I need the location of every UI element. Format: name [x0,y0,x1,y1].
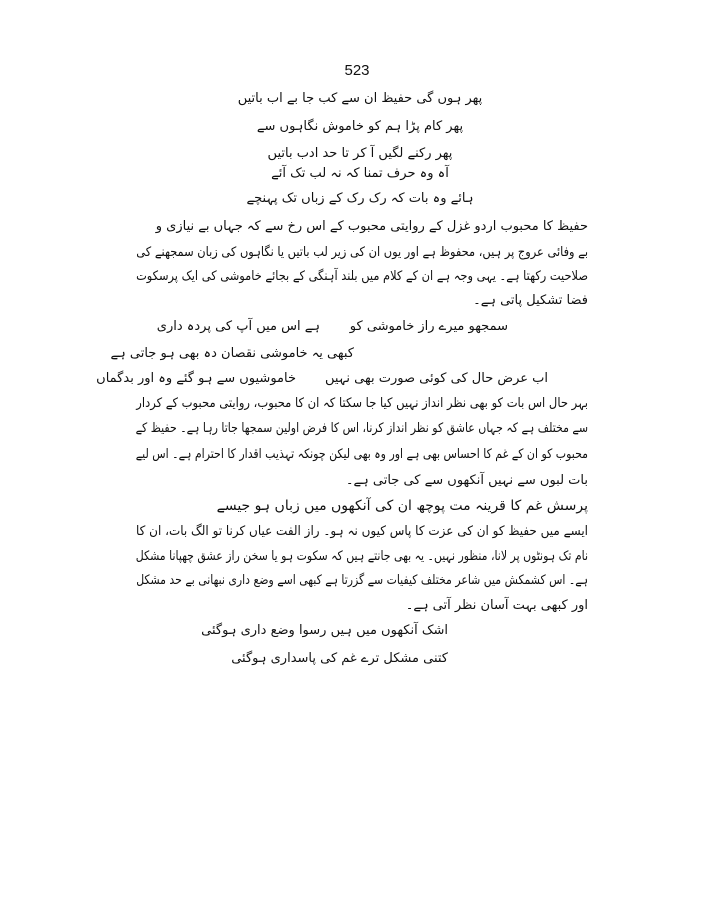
paragraph-2-line-3: محبوب کو ان کے غم کا احساس بھی ہے اور وہ بھی لیکن چونکہ تہذیب اقدار کا احترام ہے۔ اس لیے [135,447,588,462]
couplet-3-right: اب عرض حال کی کوئی صورت بھی نہیں [324,371,548,386]
poem-1-line-1: پھر ہوں گی حفیظ ان سے کب جا بے اب باتیں [237,91,483,106]
couplet-2-line-2: کبھی یہ خاموشی نقصان دہ بھی ہو جاتی ہے [110,346,354,361]
verse-line: پرسش غم کا قرینہ مت پوچھ ان کی آنکھوں میں زباں ہو جیسے [216,498,588,514]
couplet-3-left: خاموشیوں سے ہو گئے وہ اور بدگماں [96,371,296,386]
page-number: 523 [344,62,370,79]
paragraph-3-line-3: ہے۔ اس کشمکش میں شاعر مختلف کیفیات سے گزرتا ہے کبھی اسے وضع داری نبھانی بے حد مشکل [136,573,588,588]
poem-2-line-2: کتنی مشکل ترے غم کی پاسداری ہوگئی [231,651,448,666]
paragraph-2-line-2: سے مختلف ہے کہ جہاں عاشق کو نظر انداز کرنا، اس کا فرض اولین سمجھا جاتا رہا ہے۔ حفیظ کے [135,421,588,436]
poem-2-line-1: اشک آنکھوں میں ہیں رسوا وضع داری ہوگئی [201,623,448,638]
paragraph-2-line-1: بہر حال اس بات کو بھی نظر انداز نہیں کیا جا سکتا کہ ان کا محبوب، روایتی محبوب کے کردار [136,396,588,411]
couplet-2-left: ہے اس میں آپ کی پردہ داری [156,319,320,334]
poem-1-line-5: ہائے وہ بات کہ رک رک کے زباں تک پہنچے [246,191,474,206]
poem-1-line-4: آہ وہ حرف تمنا کہ نہ لب تک آئے [271,166,449,181]
paragraph-2-line-4: بات لبوں سے نہیں آنکھوں سے کی جاتی ہے۔ [345,473,588,488]
paragraph-1-line-4: فضا تشکیل پاتی ہے۔ [473,293,588,308]
paragraph-1-line-1: حفیظ کا محبوب اردو غزل کے روایتی محبوب کے اس رخ سے کہ جہاں بے نیازی و [155,219,588,234]
poem-1-line-3: پھر رکنے لگیں آ کر تا حد ادب باتیں [267,146,453,161]
poem-1-line-2: پھر کام پڑا ہم کو خاموش نگاہوں سے [256,119,464,134]
paragraph-1-line-2: بے وفائی عروج پر ہیں، محفوظ ہے اور یوں ان کی زیر لب باتیں یا نگاہوں کی زبان سمجھنے کی [136,245,588,260]
paragraph-3-line-4: اور کبھی بہت آسان نظر آتی ہے۔ [405,598,588,613]
paragraph-3-line-1: ایسے میں حفیظ کو ان کی عزت کا پاس کیوں نہ ہو۔ راز الفت عیاں کرنا تو الگ بات، ان کا [135,524,589,539]
paragraph-3-line-2: نام تک ہونٹوں پر لانا، منظور نہیں۔ یہ بھی جانتے ہیں کہ سکوت ہو یا سخن راز عشق چھپانا مشکل [135,549,588,564]
paragraph-1-line-3: صلاحیت رکھتا ہے۔ یہی وجہ ہے ان کے کلام میں بلند آہنگی کے بجائے خاموشی کی ایک پرسکوت [136,269,588,284]
couplet-2-right: سمجھو میرے راز خاموشی کو [349,319,508,334]
